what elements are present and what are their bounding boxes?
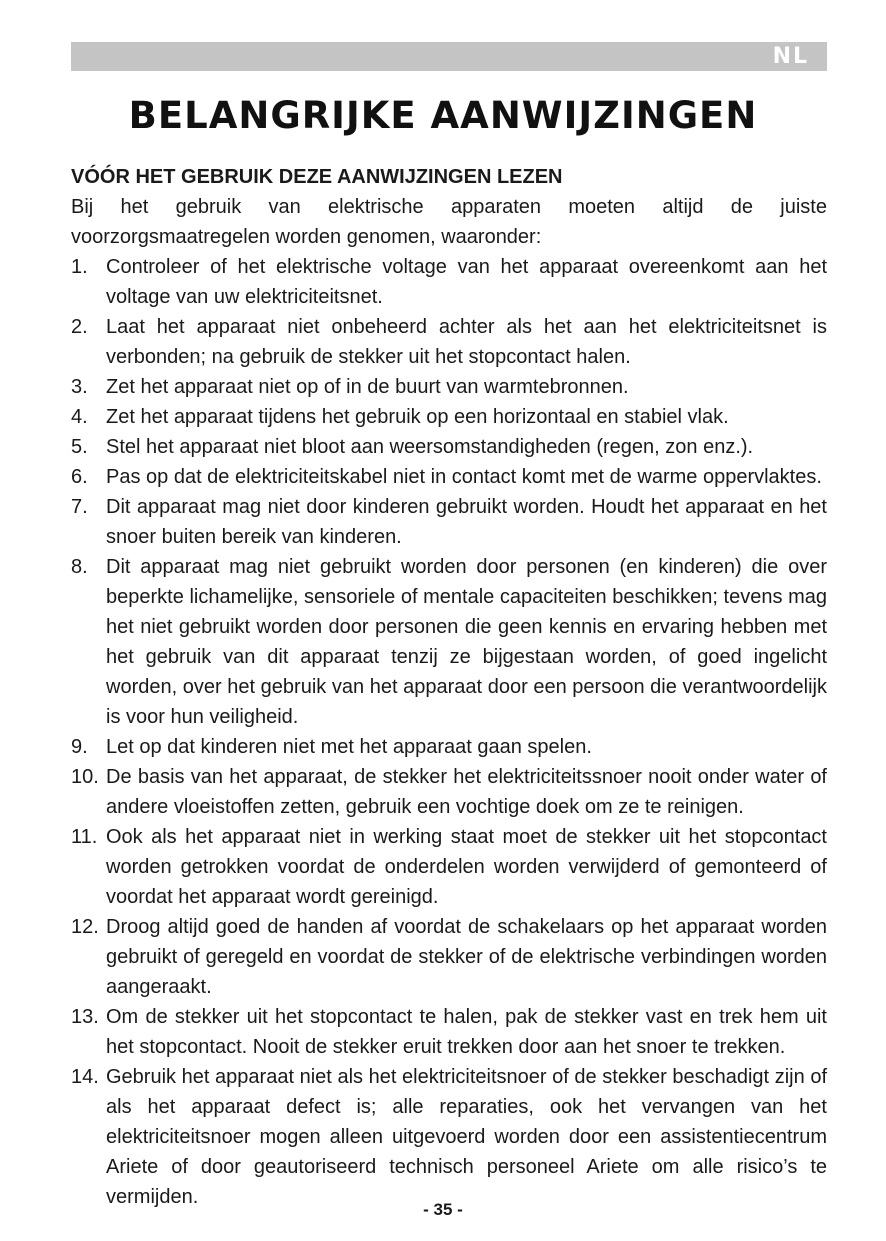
item-text: Droog altijd goed de handen af voordat de schakelaars op het apparaat worden gebruikt of geregeld en voordat de stekker of de elektrische verbindingen worden aangeraakt. [106,916,827,998]
list-item [71,432,827,462]
item-text: Om de stekker uit het stopcontact te halen, pak de stekker vast en trek hem uit het stopcontact. Nooit de stekker eruit trekken door aan het snoer te trekken. [106,1006,827,1058]
list-item [71,1062,827,1212]
list-item [71,762,827,822]
list-item [71,252,827,312]
item-number: 4. [71,406,88,428]
item-text: Zet het apparaat tijdens het gebruik op een horizontaal en stabiel vlak. [106,406,729,428]
item-text: Dit apparaat mag niet gebruikt worden door personen (en kinderen) die over beperkte lichamelijke, sensoriele of mentale capaciteiten beschikken; tevens mag het niet gebruikt worden door personen die geen kennis en ervaring hebben met het gebruik van dit apparaat tenzij ze bijgestaan worden, of goed ingelicht worden, over het gebruik van het apparaat door een persoon die verantwoordelijk is voor hun veiligheid. [106,556,827,728]
item-text: Stel het apparaat niet bloot aan weersomstandigheden (regen, zon enz.). [106,436,754,458]
item-text: Ook als het apparaat niet in werking staat moet de stekker uit het stopcontact worden getrokken voordat de onderdelen worden verwijderd of gemonteerd of voordat het apparaat wordt gereinigd. [106,826,827,908]
list-item [71,912,827,1002]
item-number: 5. [71,436,88,458]
item-text: Zet het apparaat niet op of in de buurt van warmtebronnen. [106,376,629,398]
item-text: De basis van het apparaat, de stekker het elektriciteitssnoer nooit onder water of andere vloeistoffen zetten, gebruik een vochtige doek om ze te reinigen. [106,766,827,818]
intro-paragraph: Bij het gebruik van elektrische apparaten moeten altijd de juiste voorzorgsmaatregelen worden genomen, waaronder: [71,196,827,248]
list-item [71,312,827,372]
list-item [71,1002,827,1062]
list-item [71,402,827,432]
list-item [71,462,827,492]
item-text: Pas op dat de elektriciteitskabel niet in contact komt met de warme oppervlaktes. [106,466,822,488]
item-number: 3. [71,376,88,398]
item-text: Let op dat kinderen niet met het apparaat gaan spelen. [106,736,592,758]
instructions-section [71,162,827,1212]
page-number: - 35 - [423,1200,463,1219]
list-item [71,732,827,762]
page-title: BELANGRIJKE AANWIJZINGEN [128,94,758,137]
language-code: NL [772,44,809,69]
item-number: 8. [71,556,88,578]
item-number: 2. [71,316,88,338]
section-heading: VÓÓR HET GEBRUIK DEZE AANWIJZINGEN LEZEN [71,166,563,188]
item-number: 9. [71,736,88,758]
item-number: 10. [71,766,99,788]
item-number: 12. [71,916,99,938]
item-text: Gebruik het apparaat niet als het elektriciteitsnoer of de stekker beschadigt zijn of als het apparaat defect is; alle reparaties, ook het vervangen van het elektriciteitsnoer mogen alleen uitgevoerd worden door een assistentiecentrum Ariete of door geautoriseerd technisch personeel Ariete om alle risico’s te vermijden. [106,1066,827,1208]
language-bar [71,42,827,71]
list-item [71,372,827,402]
item-number: 14. [71,1066,99,1088]
item-number: 1. [71,256,88,278]
list-item [71,822,827,912]
list-item [71,492,827,552]
item-text: Laat het apparaat niet onbeheerd achter als het aan het elektriciteitsnet is verbonden; na gebruik de stekker uit het stopcontact halen. [106,316,827,368]
item-text: Dit apparaat mag niet door kinderen gebruikt worden. Houdt het apparaat en het snoer buiten bereik van kinderen. [106,496,827,548]
instruction-list [71,252,827,1212]
item-text: Controleer of het elektrische voltage van het apparaat overeenkomt aan het voltage van uw elektriciteitsnet. [106,256,827,308]
item-number: 7. [71,496,88,518]
item-number: 6. [71,466,88,488]
item-number: 11. [71,826,98,848]
list-item [71,552,827,732]
item-number: 13. [71,1006,99,1028]
